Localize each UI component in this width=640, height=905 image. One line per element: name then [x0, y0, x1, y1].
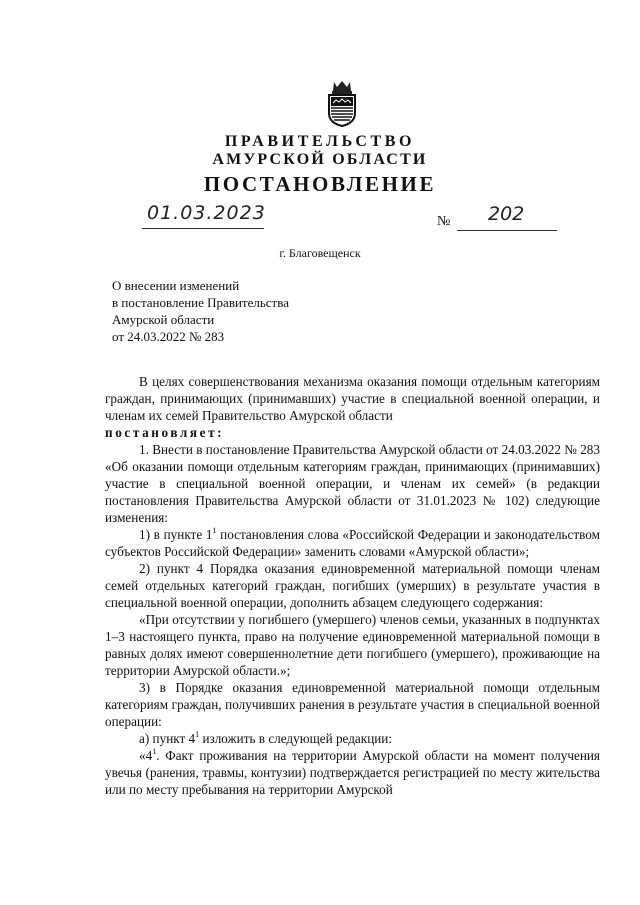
region-title: АМУРСКОЙ ОБЛАСТИ [212, 151, 428, 168]
coat-of-arms-emblem [325, 79, 359, 127]
item-1-2-quote-paragraph: «При отсутствии у погибшего (умершего) членов семьи, указанных в подпунктах 1–3 настоящего пункта, право на получение единовременной материальной помощи в равных долях имеют совершеннолетние дети погибшего (умершего), проживающие на территории Амурской области.»; [105, 612, 600, 678]
item-1-paragraph: 1. Внести в постановление Правительства Амурской области от 24.03.2022 № 283 «Об оказании помощи отдельным категориям граждан, принимающих (принимавших) участие в специальной военной операции, и членам их семей» (в редакции постановления Правительства Амурской области от 31.01.2023 № 102) следующие изменения: [105, 442, 600, 525]
date-underline [142, 228, 264, 229]
item-1-1-paragraph: 1) в пункте $1^1$ постановления слова «Российской Федерации и законодательством субъектов Российской Федерации» заменить словами «Амурской области»; [105, 526, 600, 559]
handwritten-date: 01.03.2023 [147, 202, 266, 224]
item-1-3-quote-paragraph: «$4^1$. Факт проживания на территории Амурской области на момент получения увечья (ранения, травмы, контузии) подтверждается регистрацией по месту жительства или по месту пребывания на территории Амурской [105, 747, 600, 797]
document-type-title: ПОСТАНОВЛЕНИЕ [203, 172, 437, 196]
subject-line: в постановление Правительства [112, 295, 289, 310]
subject-block [112, 277, 289, 345]
subject-line: от 24.03.2022 № 283 [112, 329, 225, 344]
item-1-3-a-paragraph: а) пункт $4^1$ изложить в следующей редакции: [139, 730, 393, 746]
handwritten-number: 202 [488, 203, 525, 225]
item-1-2-paragraph: 2) пункт 4 Порядка оказания единовременной материальной помощи членам семей отдельных категорий граждан, погибших (умерших) в результате участия в специальной военной операции, дополнить абзацем следующего содержания: [105, 561, 600, 610]
item-1-3-paragraph: 3) в Порядке оказания единовременной материальной помощи отдельным категориям граждан, получивших ранения в результате участия в специальной военной операции: [105, 680, 600, 729]
number-underline [457, 230, 557, 231]
government-title: ПРАВИТЕЛЬСТВО [224, 133, 416, 150]
resolves-word: постановляет: [105, 425, 225, 440]
preamble-paragraph: В целях совершенствования механизма оказания помощи отдельным категориям граждан, принимающих (принимавших) участие в специальной военной операции, и членам их семей Правительство Амурской области [105, 374, 600, 423]
subject-line: О внесении изменений [112, 278, 240, 293]
document-body [105, 373, 600, 798]
subject-line: Амурской области [112, 312, 215, 327]
city-line: г. Благовещенск [279, 246, 361, 260]
number-label: № [437, 214, 451, 229]
